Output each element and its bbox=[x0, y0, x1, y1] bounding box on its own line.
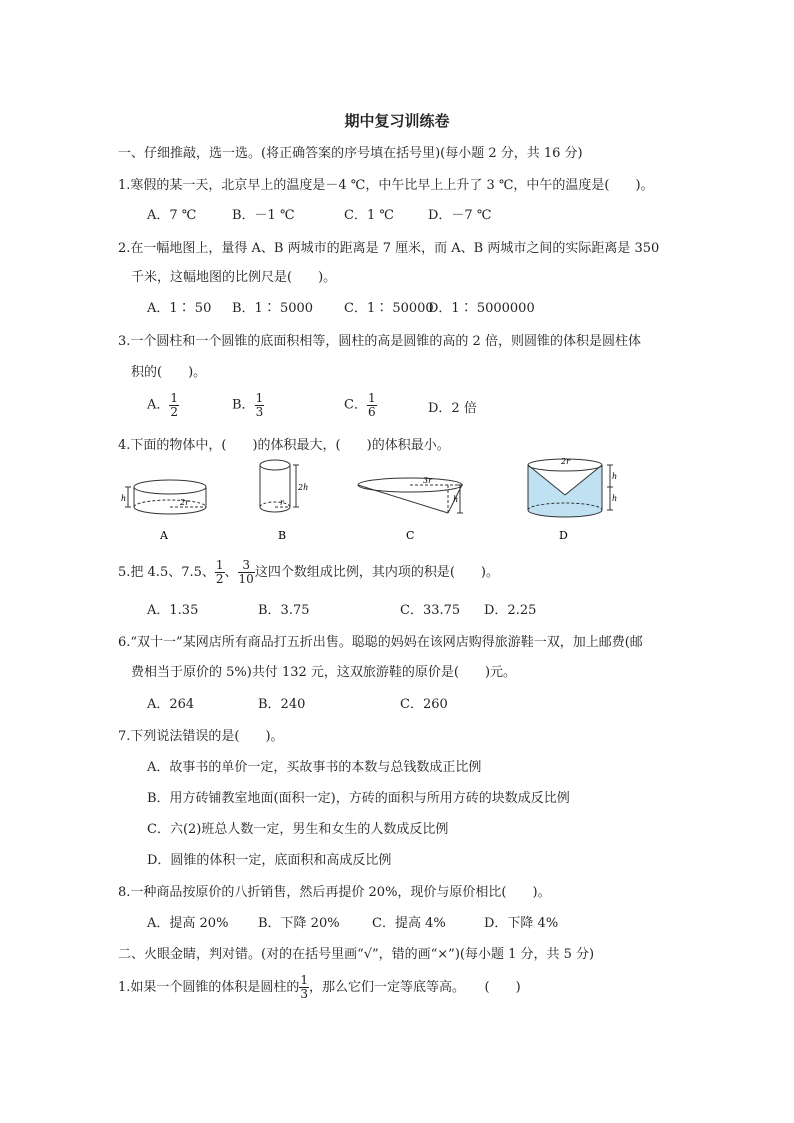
figure-d-height-label-top: h bbox=[612, 472, 618, 481]
figure-a-cylinder bbox=[125, 480, 206, 514]
option-c: C．33.75 bbox=[400, 603, 461, 618]
option-d: D．2 倍 bbox=[428, 401, 477, 416]
figure-c-radius-label: 3r bbox=[423, 476, 432, 485]
question-7-option-d: D．圆锥的体积一定，底面积和高成反比例 bbox=[147, 853, 392, 868]
option-a: A．264 bbox=[147, 697, 195, 712]
option-c: C．260 bbox=[400, 697, 448, 712]
option-a: A．提高 20% bbox=[147, 916, 229, 931]
option-a: A．1∶ 50 bbox=[147, 301, 212, 316]
option-c: C． $\frac{1}{6}$ bbox=[344, 391, 376, 419]
question-3-line-2: 积的( )。 bbox=[131, 365, 207, 380]
option-b: B．1∶ 5000 bbox=[232, 301, 314, 316]
judgement-1: 1.如果一个圆锥的体积是圆柱的 $\frac{1}{3}$ ，那么它们一定等底等高。 ( ) bbox=[118, 973, 521, 1001]
page-title: 期中复习训练卷 bbox=[344, 112, 450, 130]
question-2-line-1: 2.在一幅地图上，量得 A、B 两城市的距离是 7 厘米，而 A、B 两城市之间的实际距离是 350 bbox=[118, 241, 660, 256]
question-7-option-c: C．六(2)班总人数一定，男生和女生的人数成反比例 bbox=[147, 822, 449, 837]
question-5: 5.把 4.5、7.5、 $\frac{1}{2}$ 、 $\frac{3}{10}$ 这四个数组成比例，其内项的积是( )。 bbox=[118, 558, 499, 586]
question-4: 4.下面的物体中，( )的体积最大，( )的体积最小。 bbox=[118, 438, 450, 453]
option-c: C．1 ℃ bbox=[344, 208, 394, 223]
option-b: B．240 bbox=[258, 697, 306, 712]
option-d: D．下降 4% bbox=[484, 916, 559, 931]
option-c: C．1∶ 50000 bbox=[344, 301, 434, 316]
option-b: B．－1 ℃ bbox=[232, 208, 295, 223]
option-b: B．3.75 bbox=[258, 603, 310, 618]
option-c: C．提高 4% bbox=[372, 916, 446, 931]
question-2-line-2: 千米，这幅地图的比例尺是( )。 bbox=[131, 270, 337, 285]
figure-c-label: C bbox=[406, 529, 415, 542]
figure-d-radius-label: 2r bbox=[561, 457, 570, 466]
figure-a-radius-label: 2r bbox=[180, 498, 189, 507]
solids-figure bbox=[120, 455, 620, 550]
figure-c-cone bbox=[358, 478, 463, 513]
question-7: 7.下列说法错误的是( )。 bbox=[118, 729, 284, 744]
question-8: 8.一种商品按原价的八折销售，然后再提价 20%，现价与原价相比( )。 bbox=[118, 885, 551, 900]
figure-c-height-label: h bbox=[453, 495, 459, 504]
section-2-heading: 二、火眼金睛，判对错。(对的在括号里画“√”，错的画“×”)(每小题 1 分，共 5 分) bbox=[118, 947, 595, 962]
question-3-line-1: 3.一个圆柱和一个圆锥的底面积相等，圆柱的高是圆锥的高的 2 倍，则圆锥的体积是圆柱体 bbox=[118, 334, 641, 349]
question-7-option-a: A．故事书的单价一定，买故事书的本数与总钱数成正比例 bbox=[147, 760, 482, 775]
figure-b-radius-label: r bbox=[280, 498, 284, 507]
figure-a-label: A bbox=[160, 529, 168, 542]
option-a: A．1.35 bbox=[147, 603, 199, 618]
figure-d-height-label-bottom: h bbox=[612, 494, 618, 503]
figure-b-height-label: 2h bbox=[298, 483, 309, 492]
figure-d-container bbox=[528, 458, 613, 517]
option-b: B．下降 20% bbox=[258, 916, 340, 931]
option-a: A． $\frac{1}{2}$ bbox=[147, 391, 179, 419]
figure-a-height-label: h bbox=[121, 494, 127, 503]
question-7-option-b: B．用方砖铺教室地面(面积一定)，方砖的面积与所用方砖的块数成反比例 bbox=[147, 791, 570, 806]
section-1-heading: 一、仔细推敲，选一选。(将正确答案的序号填在括号里)(每小题 2 分，共 16 分) bbox=[118, 146, 583, 161]
question-6-line-2: 费相当于原价的 5%)共付 132 元，这双旅游鞋的原价是( )元。 bbox=[131, 665, 517, 680]
option-d: D．1∶ 5000000 bbox=[428, 301, 535, 316]
question-1: 1.寒假的某一天，北京早上的温度是－4 ℃，中午比早上上升了 3 ℃，中午的温度是( )。 bbox=[118, 178, 654, 193]
option-b: B． $\frac{1}{3}$ bbox=[232, 391, 264, 419]
option-a: A．7 ℃ bbox=[147, 208, 197, 223]
option-d: D．－7 ℃ bbox=[428, 208, 492, 223]
figure-d-label: D bbox=[559, 529, 568, 542]
figure-b-label: B bbox=[278, 529, 287, 542]
option-d: D．2.25 bbox=[484, 603, 537, 618]
question-6-line-1: 6.“双十一”某网店所有商品打五折出售。聪聪的妈妈在该网店购得旅游鞋一双，加上邮费(邮 bbox=[118, 635, 643, 650]
